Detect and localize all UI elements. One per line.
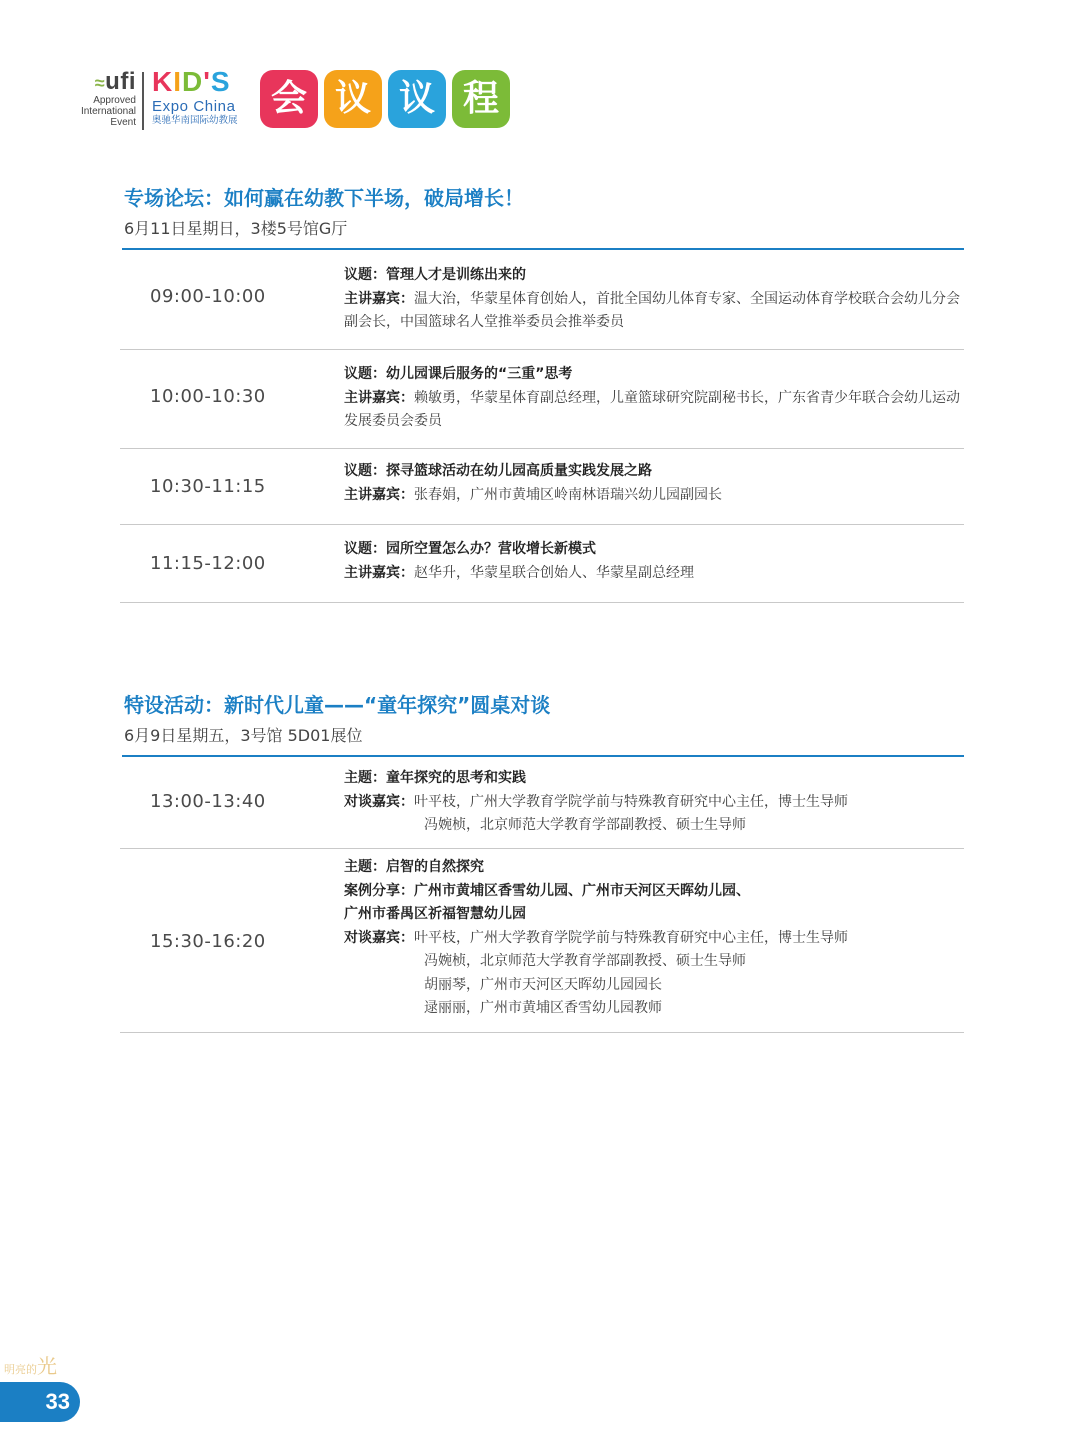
section1-title: 专场论坛：如何赢在幼教下半场，破局增长！ [124, 186, 524, 210]
topic-text: 幼儿园课后服务的“三重”思考 [386, 366, 573, 382]
session-time: 13:00-13:40 [150, 791, 266, 812]
kids-logo-title [152, 68, 248, 96]
title-tile-yi: 议 [324, 70, 382, 128]
kids-expo-logo [152, 68, 248, 127]
topic-text: 探寻篮球活动在幼儿园高质量实践发展之路 [386, 463, 652, 479]
topic-text: 启智的自然探究 [386, 859, 484, 875]
case-label: 案例分享： [344, 882, 414, 899]
topic-label: 议题： [344, 267, 386, 283]
kids-letter: I [173, 66, 183, 97]
section2-title: 特设活动：新时代儿童——“童年探究”圆桌对谈 [124, 693, 551, 717]
kids-letter: S [210, 66, 231, 97]
title-tile-hui: 会 [260, 70, 318, 128]
guest-text: 叶平枝，广州大学教育学院学前与特殊教育研究中心主任，博士生导师 [414, 793, 848, 810]
page-number: 33 [0, 1382, 80, 1422]
topic-label: 主题： [344, 770, 386, 786]
speaker-label: 主讲嘉宾： [344, 290, 414, 307]
topic-label: 议题： [344, 541, 386, 557]
ufi-mark-text: ufi [105, 68, 136, 95]
kids-letter: D [182, 66, 204, 97]
case-text: 广州市番禺区祈福智慧幼儿园 [344, 906, 526, 922]
case-text: 广州市黄埔区香雪幼儿园、广州市天河区天晖幼儿园、 [414, 882, 750, 899]
guest-text: 冯婉桢，北京师范大学教育学部副教授、硕士生导师 [424, 953, 746, 969]
kids-logo-subtitle: Expo China [152, 98, 236, 115]
session-detail [344, 363, 964, 434]
topic-label: 议题： [344, 463, 386, 479]
section2-subtitle: 6月9日星期五，3号馆 5D01展位 [124, 726, 363, 745]
kids-letter: ' [203, 66, 211, 97]
ufi-event-text: Event [110, 117, 136, 128]
section1-subtitle: 6月11日星期日，3楼5号馆G厅 [124, 219, 348, 238]
ufi-international-text: International [80, 106, 136, 117]
topic-label: 议题： [344, 366, 386, 382]
guest-text: 逯丽丽，广州市黄埔区香雪幼儿园教师 [424, 1000, 662, 1016]
session-time: 10:00-10:30 [150, 386, 266, 407]
footer-slogan [4, 1350, 57, 1379]
speaker-text: 张春娟，广州市黄埔区岭南林语瑞兴幼儿园副园长 [414, 486, 722, 503]
session-time: 15:30-16:20 [150, 931, 266, 952]
title-tile-cheng: 程 [452, 70, 510, 128]
session-time: 11:15-12:00 [150, 553, 266, 574]
header-logos [70, 66, 530, 132]
session-time: 09:00-10:00 [150, 286, 266, 307]
speaker-text: 赵华升，华蒙星联合创始人、华蒙星副总经理 [414, 564, 694, 581]
agenda-row [120, 848, 964, 1033]
topic-text: 童年探究的思考和实践 [386, 770, 526, 786]
session-detail [344, 856, 964, 1021]
agenda-row [120, 524, 964, 603]
speaker-label: 主讲嘉宾： [344, 486, 414, 503]
session-detail [344, 767, 964, 838]
slogan-big: 光 [37, 1354, 57, 1378]
speaker-text: 赖敏勇，华蒙星体育副总经理，儿童篮球研究院副秘书长，广东省青少年联合会幼儿运动发展委员会委员 [344, 389, 960, 429]
slogan-small: 明亮的 [4, 1363, 37, 1376]
kids-logo-chinese: 奥驰华南国际幼教展 [152, 115, 238, 126]
title-tile-yi-2: 议 [388, 70, 446, 128]
logo-divider [142, 72, 144, 130]
guest-text: 冯婉桢，北京师范大学教育学部副教授、硕士生导师 [424, 817, 746, 833]
speaker-text: 温大治，华蒙星体育创始人，首批全国幼儿体育专家、全国运动体育学校联合会幼儿分会副会长，中国篮球名人堂推举委员会推举委员 [344, 290, 960, 330]
session-detail [344, 264, 964, 335]
ufi-approved-text: Approved [93, 95, 136, 106]
guest-label: 对谈嘉宾： [344, 793, 414, 810]
topic-text: 园所空置怎么办？营收增长新模式 [386, 541, 596, 557]
agenda-row [120, 250, 964, 350]
kids-letter: K [152, 66, 174, 97]
ufi-logo [70, 70, 136, 128]
agenda-row [120, 448, 964, 525]
session-detail [344, 538, 964, 585]
guest-text: 胡丽琴，广州市天河区天晖幼儿园园长 [424, 976, 662, 993]
topic-label: 主题： [344, 859, 386, 875]
session-time: 10:30-11:15 [150, 476, 266, 497]
guest-label: 对谈嘉宾： [344, 929, 414, 946]
speaker-label: 主讲嘉宾： [344, 564, 414, 581]
speaker-label: 主讲嘉宾： [344, 389, 414, 406]
guest-text: 叶平枝，广州大学教育学院学前与特殊教育研究中心主任，博士生导师 [414, 929, 848, 946]
session-detail [344, 460, 964, 507]
ufi-swoosh-icon: ≈ [94, 73, 106, 93]
agenda-row [120, 757, 964, 849]
agenda-row [120, 349, 964, 449]
topic-text: 管理人才是训练出来的 [386, 267, 526, 283]
